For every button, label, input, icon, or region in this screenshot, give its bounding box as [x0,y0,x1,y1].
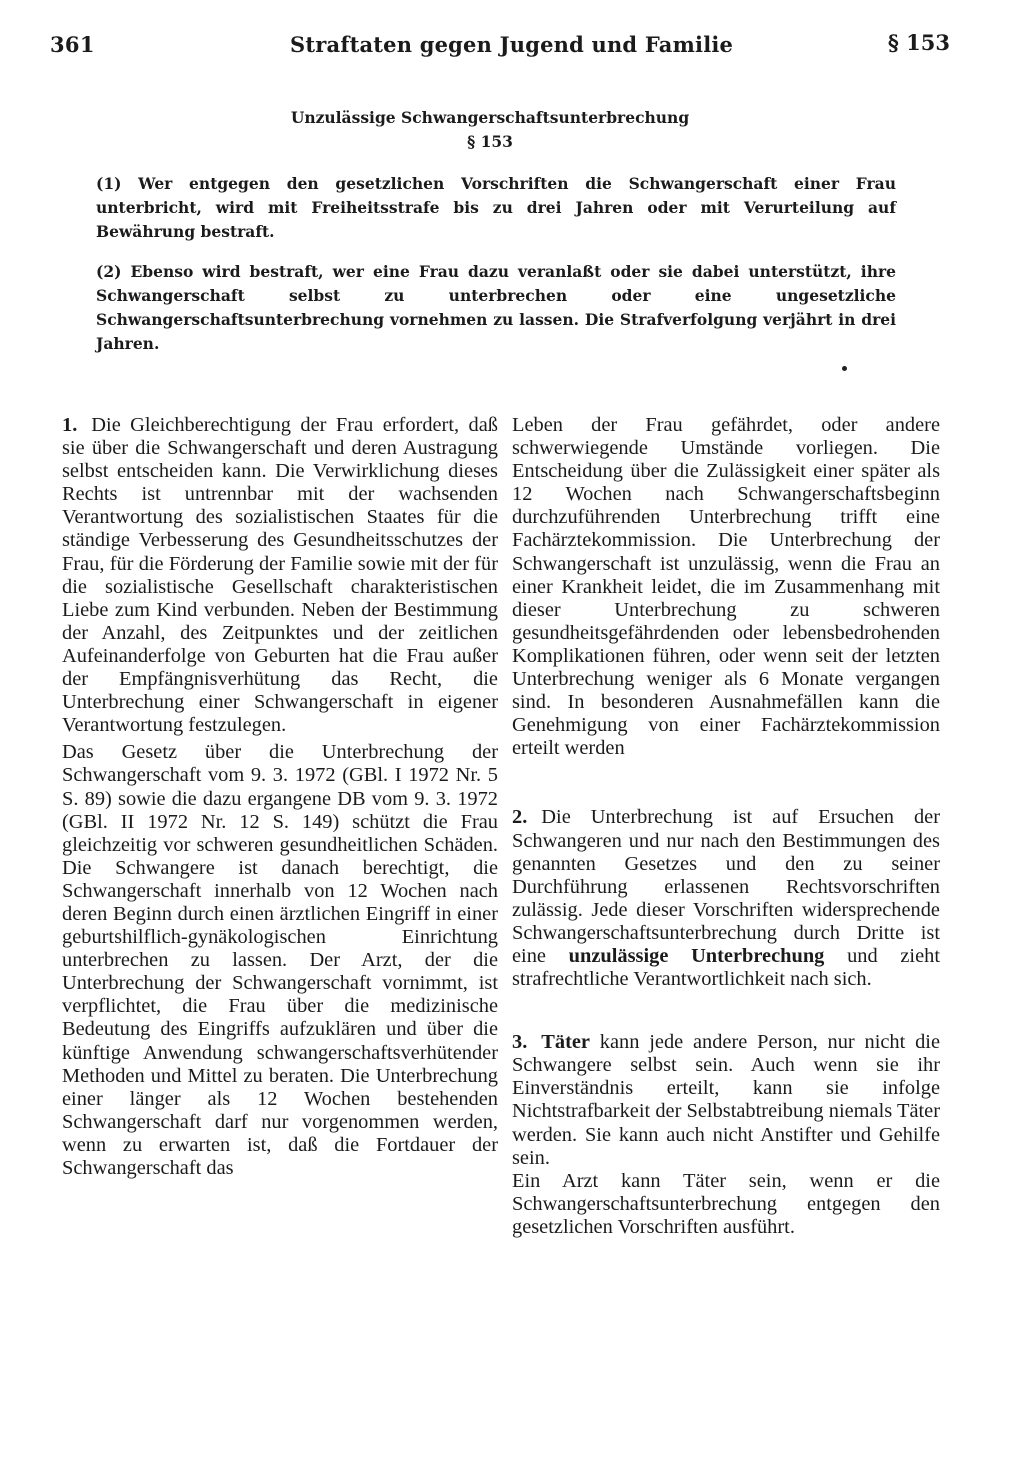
commentary-number-2: 2. [512,806,528,829]
page-header [50,32,950,72]
commentary-paragraph-2 [512,806,940,991]
commentary-emphasis-2: unzulässige Unterbrechung [568,944,825,967]
commentary-paragraph-1-continued: Das Gesetz über die Unterbrechung der Schwangerschaft vom 9. 3. 1972 (GBl. I 1972 Nr. 5 S. 89) sowie die dazu ergangene DB vom 9. 3. 1972 (GBl. II 1972 Nr. 12 S. 149) schützt die Frau gleichzeitig vor schweren gesundheitlichen Schäden. Die Schwangere ist danach berechtigt, die Schwangerschaft innerhalb von 12 Wochen nach deren Beginn durch einen ärztlichen Eingriff in einer geburtshilflich-gynäkologischen Einrichtung unterbrechen zu lassen. Der Arzt, der die Unterbrechung der Schwangerschaft vornimmt, ist verpflichtet, die Frau über die medizinische Bedeutung des Eingriffs aufzuklären und über die künftige Anwendung schwangerschaftsverhütender Methoden und Mittel zu beraten. Die Unterbrechung einer länger als 12 Wochen bestehenden Schwangerschaft darf nur vorgenommen werden, wenn zu erwarten ist, daß die Fortdauer der Schwangerschaft das [62,741,498,1179]
commentary-text-1: Die Gleichberechtigung der Frau erfordert, daß sie über die Schwangerschaft und deren Austragung selbst entscheiden kann. Die Verwirklichung dieses Rechts ist untrennbar mit der wachsenden Verantwortung des sozialistischen Staates für die ständige Verbesserung des Gesundheitsschutzes der Frau, für die Förderung der Familie sowie mit der für die sozialistische Gesellschaft charakteristischen Liebe zum Kind verbunden. Neben der Bestimmung der Anzahl, des Zeitpunktes und der zeitlichen Aufeinanderfolge von Geburten hat die Frau außer der Empfängnisverhütung das Recht, die Unterbrechung einer Schwangerschaft in eigener Verantwortung festzulegen. [62,414,498,737]
running-title: Straftaten gegen Jugend und Familie [290,32,734,57]
commentary-paragraph-1-right: Leben der Frau gefährdet, oder andere schwerwiegende Umstände vorliegen. Die Entscheidung über die Zulässigkeit einer später als 12 Wochen nach Schwangerschaftsbeginn durchzuführenden Unterbrechung trifft eine Fachärztekommission. Die Unterbrechung der Schwangerschaft ist unzulässig, wenn die Frau an einer Krankheit leidet, die im Zusammenhang mit dieser Unterbrechung zu schweren gesundheitsgefährdenden oder lebensbedrohenden Komplikationen führen, oder wenn seit der letzten Unterbrechung weniger als 6 Monate vergangen sind. In besonderen Ausnahmefällen kann die Genehmigung von einer Fachärztekommission erteilt werden [512,414,940,760]
print-speck [842,366,847,371]
commentary-paragraph-3-continued: Ein Arzt kann Täter sein, wenn er die Schwangerschaftsunterbrechung entgegen den gesetzlichen Vorschriften ausführt. [512,1169,940,1238]
statute-paragraph-2: (2) Ebenso wird bestraft, wer eine Frau dazu veranlaßt oder sie dabei unterstützt, ihre Schwangerschaft selbst zu unterbrechen oder eine ungesetzliche Schwangerschaftsunterbrechung vornehmen zu lassen. Die Strafverfolgung verjährt in drei Jahren. [96,262,896,353]
commentary-text-3: kann jede andere Person, nur nicht die Schwangere selbst sein. Auch wenn sie ihr Einverständnis erteilt, kann sie infolge Nichtstrafbarkeit der Selbstabtreibung niemals Täter werden. Sie kann auch nicht Anstifter und Gehilfe sein. [512,1031,940,1169]
commentary-paragraph-1 [62,414,498,737]
commentary-right-column [512,414,940,1239]
commentary-paragraph-3 [512,1031,940,1170]
commentary-text-2b: und zieht strafrechtliche Verantwortlichkeit nach sich. [512,944,941,991]
page-number: 361 [50,32,95,57]
statute-paragraph-1: (1) Wer entgegen den gesetzlichen Vorschriften die Schwangerschaft einer Frau unterbricht, wird mit Freiheitsstrafe bis zu drei Jahren oder mit Verurteilung auf Bewährung bestraft. [96,174,896,241]
statute-section: § 153 [467,132,513,151]
commentary-number-3: 3. [512,1031,528,1054]
statute-title: Unzulässige Schwangerschaftsunterbrechung [290,108,690,127]
statute-heading [180,106,800,154]
commentary-emphasis-3: Täter [541,1031,590,1054]
commentary-text-2a: Die Unterbrechung ist auf Ersuchen der Schwangeren und nur nach den Bestimmungen des genannten Gesetzes und den zu seiner Durchführung erlassenen Rechtsvorschriften zulässig. Jede dieser Vorschriften widersprechende Schwangerschaftsunterbrechung durch Dritte ist eine [512,806,940,967]
header-section-ref: § 153 [887,30,950,55]
commentary-number-1: 1. [62,414,78,436]
commentary-left-column [62,414,498,1180]
